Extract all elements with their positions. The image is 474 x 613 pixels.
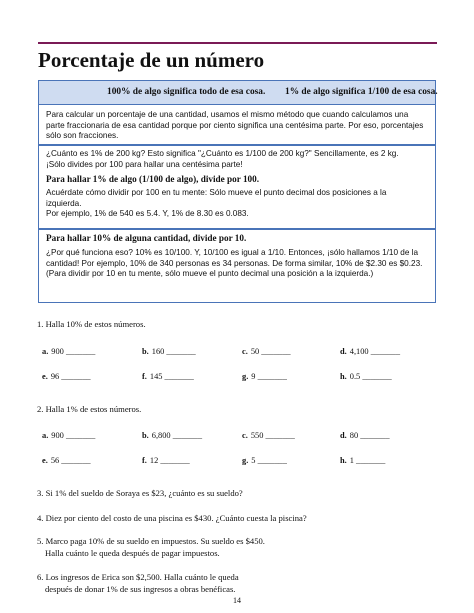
answer-blank[interactable]: _______ — [261, 347, 291, 356]
exercise-1-item — [242, 347, 291, 356]
box-divider — [39, 144, 435, 146]
item-letter: h. — [340, 372, 347, 381]
item-value: 550 — [250, 431, 264, 440]
info-box — [38, 80, 436, 303]
answer-blank[interactable]: _______ — [61, 456, 91, 465]
exercise-1-item — [42, 347, 95, 356]
item-value: 12 — [149, 456, 159, 465]
exercise-2-item — [42, 431, 95, 440]
answer-blank[interactable]: _______ — [370, 347, 401, 356]
exercise-3: 3. Si 1% del sueldo de Soraya es $23, ¿cuánto es su sueldo? — [37, 488, 243, 498]
exercise-6-line-2: después de donar 1% de sus ingresos a obras benéficas. — [45, 584, 236, 594]
answer-blank[interactable]: _______ — [172, 431, 203, 440]
item-value: 4,100 — [349, 347, 369, 356]
answer-blank[interactable]: _______ — [362, 372, 392, 381]
exercise-4: 4. Diez por ciento del costo de una piscina es $430. ¿Cuánto cuesta la piscina? — [37, 513, 307, 523]
exercise-5: 5. Marco paga 10% de su sueldo en impuestos. Su sueldo es $450. — [37, 536, 265, 546]
item-letter: a. — [42, 347, 49, 356]
exercise-1-item — [242, 372, 287, 381]
item-value: 5 — [251, 456, 256, 465]
rule-one-line: Por ejemplo, 1% de 540 es 5.4. Y, 1% de 8.30 es 0.083. — [46, 209, 249, 219]
exercise-2-item — [340, 431, 390, 440]
answer-blank[interactable]: _______ — [164, 372, 194, 381]
exercise-1-item — [142, 372, 194, 381]
answer-blank[interactable]: _______ — [257, 456, 287, 465]
page-number: 14 — [233, 596, 241, 605]
rule-one: Para hallar 1% de algo (1/100 de algo), divide por 100. — [46, 174, 260, 185]
item-value: 900 — [51, 431, 64, 440]
item-value: 900 — [51, 347, 64, 356]
rule-two-line: ¿Por qué funciona eso? 10% es 10/100. Y, 10/100 es igual a 1/10. Entonces, ¡sólo hallamos 1/10 de la — [46, 248, 419, 257]
example-line: ¡Sólo divides por 100 para hallar una centésima parte! — [46, 159, 243, 169]
title-rule — [38, 42, 437, 44]
exercise-2-item — [340, 456, 385, 465]
rule-two-line: cantidad! Por ejemplo, 10% de 340 personas es 34 personas. De forma similar, 10% de $2.30 es $0.23. — [46, 258, 423, 268]
item-value: 80 — [349, 431, 359, 440]
item-value: 0.5 — [349, 372, 361, 381]
rule-one-line: Acuérdate cómo dividir por 100 en tu mente: Sólo mueve el punto decimal dos posiciones a la — [46, 188, 387, 198]
item-letter: d. — [340, 431, 347, 440]
exercise-1-title: 1. Halla 10% de estos números. — [37, 319, 146, 329]
item-letter: b. — [142, 347, 149, 356]
item-letter: c. — [242, 431, 248, 440]
item-letter: g. — [242, 372, 249, 381]
answer-blank[interactable]: _______ — [166, 347, 196, 356]
exercise-1-item — [142, 347, 196, 356]
exercise-1-item — [340, 347, 400, 356]
item-value: 6,800 — [151, 431, 171, 440]
item-value: 50 — [250, 347, 260, 356]
header-right: 1% de algo significa 1/100 de esa cosa. — [285, 87, 438, 97]
item-value: 9 — [251, 372, 256, 381]
answer-blank[interactable]: _______ — [65, 347, 96, 356]
box-divider — [39, 228, 435, 230]
item-value: 145 — [149, 372, 163, 381]
exercise-2-item — [142, 431, 202, 440]
exercise-5-line-2: Halla cuánto le queda después de pagar impuestos. — [45, 548, 220, 558]
example-section — [46, 149, 430, 220]
exercise-6: 6. Los ingresos de Erica son $2,500. Halla cuánto le queda — [37, 572, 239, 582]
rule-one-line: izquierda. — [46, 198, 82, 208]
header-left: 100% de algo significa todo de esa cosa. — [107, 87, 266, 97]
item-value: 160 — [151, 347, 165, 356]
intro-line: Para calcular un porcentaje de una cantidad, usamos el mismo método que cuando calculamos una — [46, 110, 409, 119]
rule-two: Para hallar 10% de alguna cantidad, divide por 10. — [46, 233, 247, 243]
exercise-1-item — [42, 372, 91, 381]
item-value: 56 — [50, 456, 60, 465]
item-letter: e. — [42, 372, 48, 381]
exercise-2-item — [242, 456, 287, 465]
exercise-2-item — [42, 456, 91, 465]
exercise-2-title: 2. Halla 1% de estos números. — [37, 404, 142, 414]
item-letter: f. — [142, 456, 147, 465]
info-box-header — [39, 81, 438, 105]
rule-two-line: (Para dividir por 10 en tu mente, sólo mueve el punto decimal una posición a la izquierda.) — [46, 269, 374, 279]
item-letter: e. — [42, 456, 48, 465]
answer-blank[interactable]: _______ — [257, 372, 287, 381]
item-value: 96 — [50, 372, 60, 381]
item-letter: b. — [142, 431, 149, 440]
answer-blank[interactable]: _______ — [61, 372, 91, 381]
page-title: Porcentaje de un número — [38, 48, 265, 72]
intro-line: parte fraccionaria de esa cantidad porque por ciento significa una centésima parte. Por eso, porcentajes — [46, 120, 424, 130]
intro-line: sólo son fracciones. — [46, 131, 119, 141]
item-value: 1 — [349, 456, 354, 465]
item-letter: h. — [340, 456, 347, 465]
item-letter: f. — [142, 372, 147, 381]
answer-blank[interactable]: _______ — [160, 456, 190, 465]
item-letter: a. — [42, 431, 49, 440]
item-letter: c. — [242, 347, 248, 356]
item-letter: d. — [340, 347, 347, 356]
rule-two-section — [46, 232, 430, 280]
intro-section — [46, 110, 430, 142]
answer-blank[interactable]: _______ — [356, 456, 386, 465]
exercise-2-item — [242, 431, 295, 440]
answer-blank[interactable]: _______ — [360, 431, 390, 440]
exercise-2-item — [142, 456, 190, 465]
item-letter: g. — [242, 456, 249, 465]
answer-blank[interactable]: _______ — [65, 431, 96, 440]
exercise-1-item — [340, 372, 392, 381]
answer-blank[interactable]: _______ — [265, 431, 295, 440]
example-line: ¿Cuánto es 1% de 200 kg? Esto significa "¿Cuánto es 1/100 de 200 kg?" Sencillamente, es 2 kg. — [46, 149, 399, 158]
